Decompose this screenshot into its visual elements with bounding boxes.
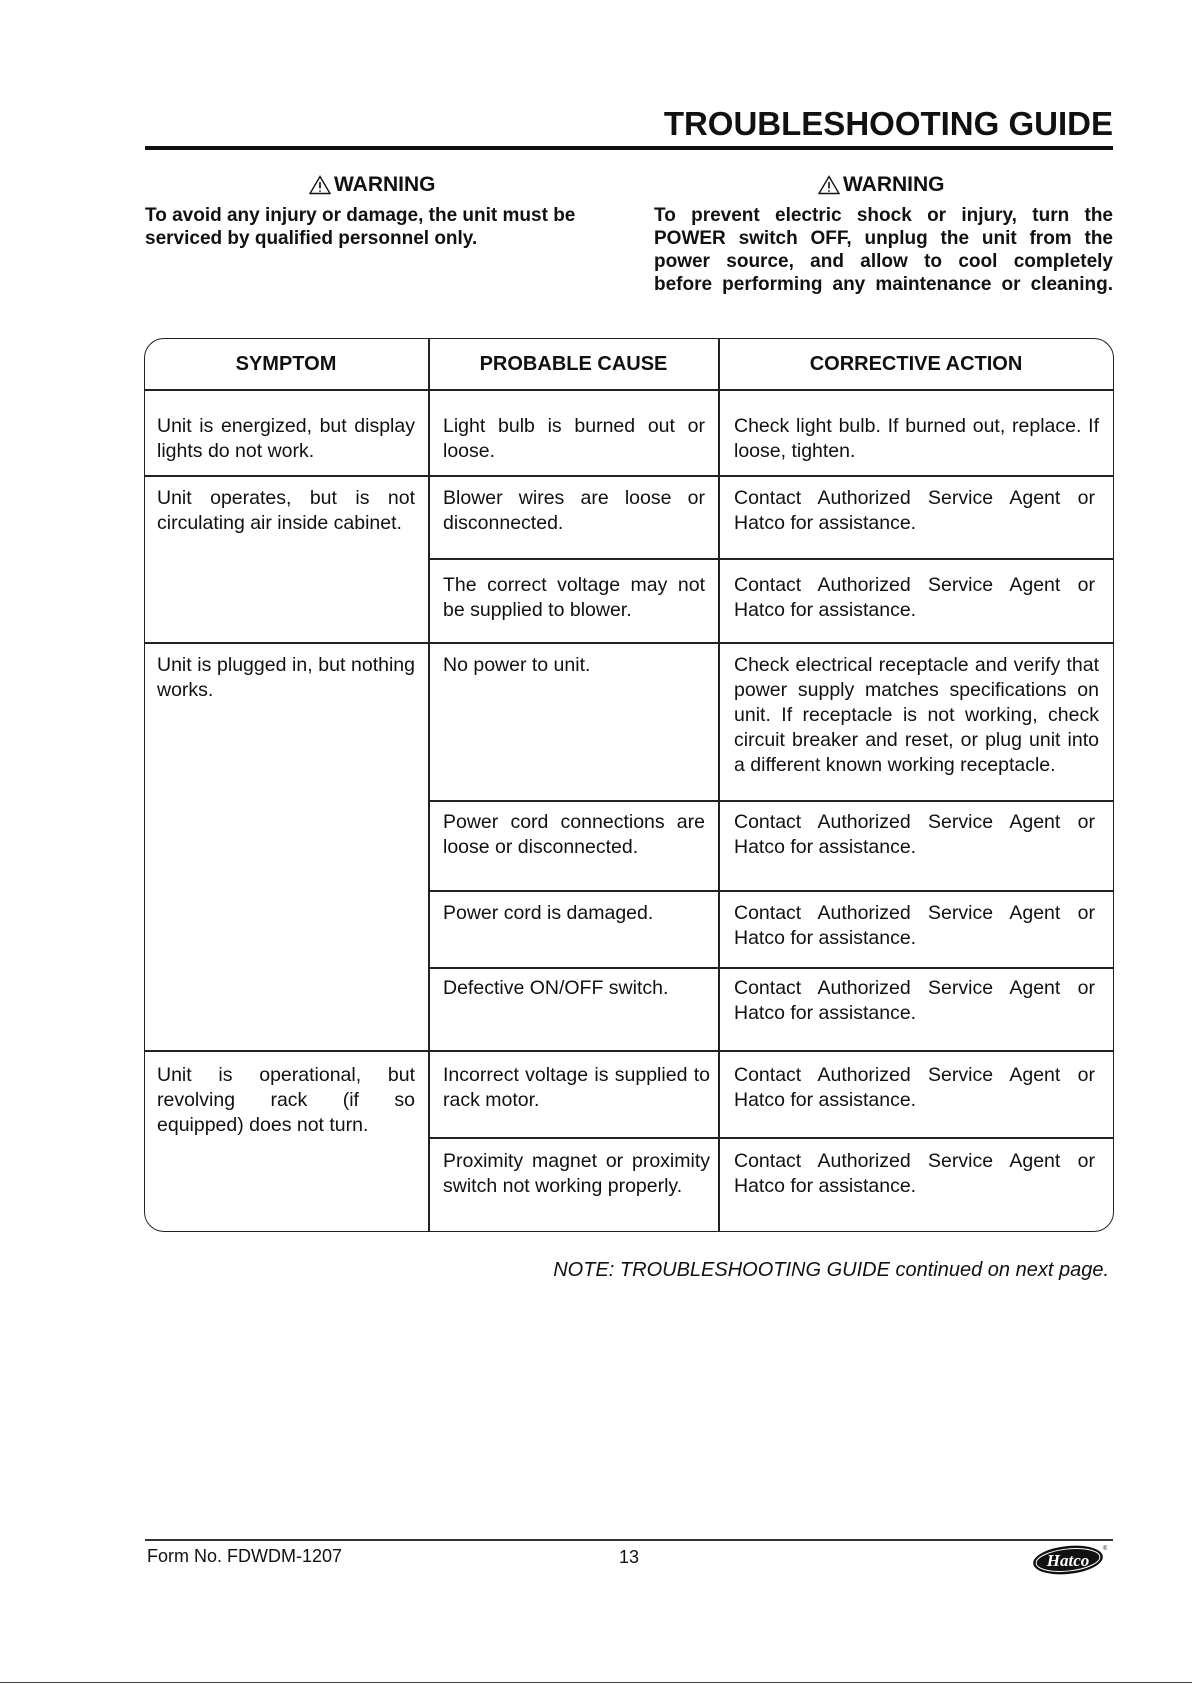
row-rule	[428, 890, 1114, 892]
title-rule	[145, 146, 1113, 150]
cause-cell: Defective ON/OFF switch.	[443, 977, 669, 999]
cause-cell: Power cord is damaged.	[443, 902, 654, 924]
footer-rule	[145, 1539, 1113, 1541]
row-rule	[428, 1137, 1114, 1139]
column-header-symptom: SYMPTOM	[235, 353, 337, 375]
row-rule	[428, 800, 1114, 802]
hatco-logo	[1031, 1542, 1107, 1583]
warning-line: before performing any maintenance or cleaning.	[654, 274, 1113, 295]
symptom-cell: Unit is plugged in, but nothing works.	[157, 654, 415, 701]
action-cell: Contact Authorized Service Agent or Hatco for assistance.	[734, 1150, 1095, 1197]
symptom-cell: Unit is operational, but revolving rack (if so equipped) does not turn.	[157, 1064, 415, 1136]
warning-text-right	[654, 204, 1113, 296]
cause-cell: Incorrect voltage is supplied to rack motor.	[443, 1064, 710, 1111]
cause-cell: No power to unit.	[443, 654, 591, 676]
warning-line: POWER switch OFF, unplug the unit from the	[654, 228, 1113, 249]
cause-cell: Power cord connections are loose or disconnected.	[443, 811, 705, 858]
row-rule	[144, 642, 1114, 644]
action-cell: Contact Authorized Service Agent or Hatco for assistance.	[734, 1064, 1095, 1111]
action-cell: Contact Authorized Service Agent or Hatco for assistance.	[734, 902, 1095, 949]
column-divider	[718, 338, 720, 1232]
row-rule	[144, 1050, 1114, 1052]
cause-cell: The correct voltage may not be supplied to blower.	[443, 574, 705, 621]
action-cell: Contact Authorized Service Agent or Hatco for assistance.	[734, 811, 1095, 858]
warning-line: To prevent electric shock or injury, turn the	[654, 205, 1113, 226]
symptom-cell: Unit is energized, but display lights do not work.	[157, 415, 415, 462]
row-rule	[428, 967, 1114, 969]
warning-heading-text: WARNING	[843, 173, 945, 196]
cause-cell: Blower wires are loose or disconnected.	[443, 487, 705, 534]
continuation-note: NOTE: TROUBLESHOOTING GUIDE continued on next page.	[553, 1259, 1109, 1281]
row-rule	[428, 558, 1114, 560]
warning-line: serviced by qualified personnel only.	[145, 228, 478, 249]
action-cell: Check light bulb. If burned out, replace. If loose, tighten.	[734, 415, 1099, 462]
page-title: TROUBLESHOOTING GUIDE	[663, 105, 1113, 142]
warning-triangle-icon	[818, 175, 840, 195]
warning-line: To avoid any injury or damage, the unit must be	[145, 205, 576, 226]
warning-heading-right	[818, 172, 945, 198]
warning-line: power source, and allow to cool completely	[654, 251, 1113, 272]
warning-text-left	[145, 204, 615, 250]
column-header-action: CORRECTIVE ACTION	[809, 353, 1023, 375]
column-header-cause: PROBABLE CAUSE	[479, 353, 668, 375]
form-number: Form No. FDWDM-1207	[147, 1546, 343, 1566]
action-cell: Check electrical receptacle and verify that power supply matches specifications on unit. If receptacle is not working, check circuit breaker and reset, or plug unit into a different known working receptacle.	[734, 654, 1099, 776]
cause-cell: Light bulb is burned out or loose.	[443, 415, 705, 462]
logo-text: Hatco	[1046, 1551, 1090, 1570]
warning-heading-text: WARNING	[334, 173, 436, 196]
action-cell: Contact Authorized Service Agent or Hatco for assistance.	[734, 487, 1095, 534]
warning-heading-left	[309, 172, 436, 198]
action-cell: Contact Authorized Service Agent or Hatco for assistance.	[734, 574, 1095, 621]
header-rule	[144, 389, 1114, 391]
row-rule	[144, 475, 1114, 477]
page-number: 13	[619, 1547, 640, 1567]
symptom-cell: Unit operates, but is not circulating air inside cabinet.	[157, 487, 415, 534]
cause-cell: Proximity magnet or proximity switch not working properly.	[443, 1150, 710, 1197]
column-divider	[428, 338, 430, 1232]
svg-text:®: ®	[1103, 1546, 1107, 1552]
warning-triangle-icon	[309, 175, 331, 195]
action-cell: Contact Authorized Service Agent or Hatco for assistance.	[734, 977, 1095, 1024]
page-edge	[0, 1682, 1192, 1683]
